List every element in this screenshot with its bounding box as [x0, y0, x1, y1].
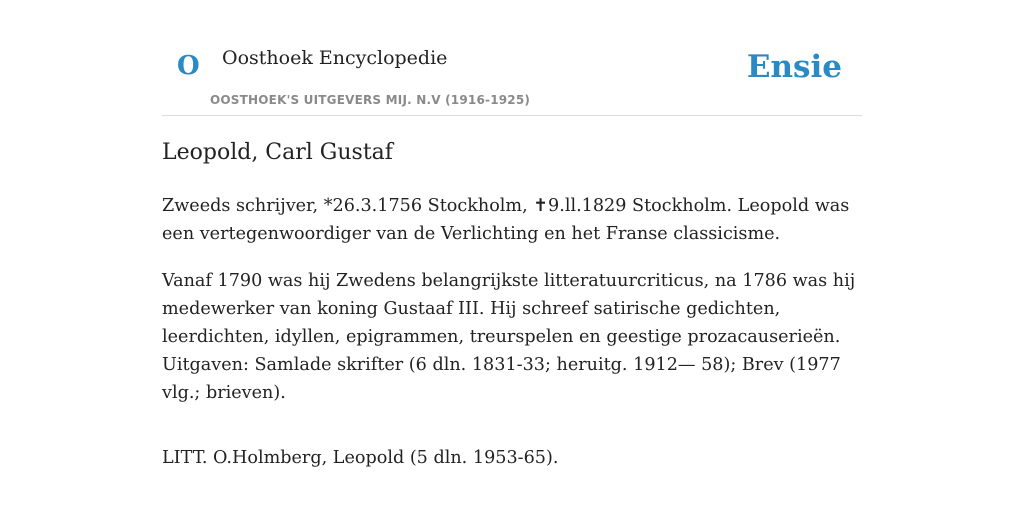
- entry-body: [162, 192, 862, 491]
- oosthoek-logo[interactable]: O: [177, 51, 200, 81]
- entry-paragraph: Vanaf 1790 was hij Zwedens belangrijkste litteratuurcriticus, na 1786 was hij medewerker van koning Gustaaf III. Hij schreef satirische gedichten, leerdichten, idyllen, epigrammen, treurspelen en geestige prozacauserieën. Uitgaven: Samlade skrifter (6 dln. 1831-33; heruitg. 1912— 58); Brev (1977 vlg.; brieven).: [162, 271, 856, 403]
- entry-title: Leopold, Carl Gustaf: [162, 140, 393, 165]
- publisher-subtitle: OOSTHOEK'S UITGEVERS MIJ. N.V (1916-1925): [210, 93, 531, 107]
- literature-reference: LITT. O.Holmberg, Leopold (5 dln. 1953-65).: [162, 448, 559, 468]
- site-header: [162, 40, 862, 116]
- entry-paragraph: Zweeds schrijver, *26.3.1756 Stockholm, ✝9.ll.1829 Stockholm. Leopold was een vertegenwoordiger van de Verlichting en het Franse classicisme.: [162, 196, 850, 244]
- ensie-home-link[interactable]: Ensie: [746, 49, 842, 85]
- encyclopedia-title-link[interactable]: Oosthoek Encyclopedie: [222, 47, 448, 69]
